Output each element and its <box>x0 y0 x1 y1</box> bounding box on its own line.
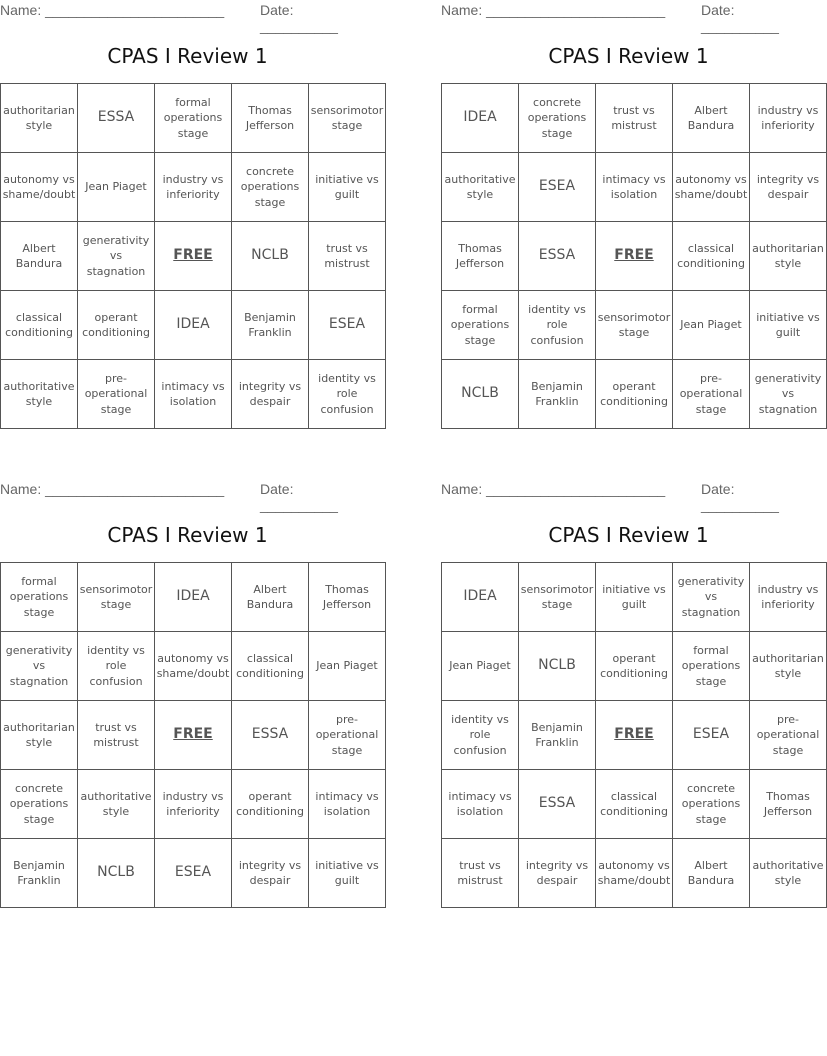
bingo-cell: authoritarian style <box>750 632 827 701</box>
bingo-row <box>1 701 386 770</box>
bingo-cell: Albert Bandura <box>673 839 750 908</box>
bingo-cell: operant conditioning <box>232 770 309 839</box>
bingo-card <box>441 479 824 887</box>
bingo-cell: Albert Bandura <box>1 222 78 291</box>
bingo-cell: industry vs inferiority <box>155 770 232 839</box>
card-header <box>0 479 375 513</box>
bingo-cell: intimacy vs isolation <box>155 360 232 429</box>
bingo-row <box>1 153 386 222</box>
bingo-cell: autonomy vs shame/doubt <box>596 839 673 908</box>
bingo-cell: intimacy vs isolation <box>596 153 673 222</box>
bingo-cell: initiative vs guilt <box>750 291 827 360</box>
bingo-cell: Thomas Jefferson <box>750 770 827 839</box>
bingo-cell: trust vs mistrust <box>309 222 386 291</box>
bingo-cell: generativity vs stagnation <box>78 222 155 291</box>
bingo-cell: identity vs role confusion <box>519 291 596 360</box>
bingo-cell: industry vs inferiority <box>155 153 232 222</box>
bingo-card <box>441 0 824 416</box>
bingo-cell: Thomas Jefferson <box>442 222 519 291</box>
bingo-row <box>1 839 386 908</box>
bingo-cell: sensorimotor stage <box>309 84 386 153</box>
bingo-cell: ESSA <box>519 222 596 291</box>
name-field-label: Name: _______________________ <box>0 2 225 18</box>
card-title: CPAS I Review 1 <box>548 523 709 547</box>
bingo-cell: initiative vs guilt <box>596 563 673 632</box>
bingo-cell: IDEA <box>442 84 519 153</box>
bingo-cell: Benjamin Franklin <box>232 291 309 360</box>
card-header <box>441 479 816 513</box>
name-field-label: Name: _______________________ <box>441 481 666 497</box>
bingo-row <box>1 360 386 429</box>
bingo-cell: Benjamin Franklin <box>1 839 78 908</box>
bingo-cell: intimacy vs isolation <box>442 770 519 839</box>
bingo-cell: sensorimotor stage <box>519 563 596 632</box>
bingo-cell: integrity vs despair <box>232 839 309 908</box>
card-title: CPAS I Review 1 <box>107 523 268 547</box>
bingo-cell: ESSA <box>519 770 596 839</box>
bingo-row <box>442 701 827 770</box>
date-field-label: Date: __________ <box>260 2 338 34</box>
bingo-cell: formal operations stage <box>442 291 519 360</box>
free-space-cell: FREE <box>596 701 673 770</box>
bingo-cell: Thomas Jefferson <box>309 563 386 632</box>
bingo-grid <box>0 83 386 429</box>
bingo-cell: authoritarian style <box>1 84 78 153</box>
bingo-cell: IDEA <box>155 563 232 632</box>
bingo-card <box>0 479 379 887</box>
bingo-row <box>1 84 386 153</box>
bingo-row <box>442 839 827 908</box>
bingo-cell: classical conditioning <box>596 770 673 839</box>
bingo-row <box>442 84 827 153</box>
bingo-cell: classical conditioning <box>673 222 750 291</box>
bingo-cell: formal operations stage <box>155 84 232 153</box>
bingo-cell: generativity vs stagnation <box>673 563 750 632</box>
bingo-cell: Benjamin Franklin <box>519 701 596 770</box>
bingo-cell: trust vs mistrust <box>442 839 519 908</box>
bingo-cell: classical conditioning <box>1 291 78 360</box>
bingo-cell: ESSA <box>232 701 309 770</box>
bingo-cell: classical conditioning <box>232 632 309 701</box>
bingo-cell: Albert Bandura <box>673 84 750 153</box>
bingo-cell: ESEA <box>519 153 596 222</box>
bingo-cell: NCLB <box>78 839 155 908</box>
bingo-cell: authoritarian style <box>1 701 78 770</box>
bingo-card <box>0 0 384 416</box>
bingo-cell: trust vs mistrust <box>78 701 155 770</box>
bingo-cell: Albert Bandura <box>232 563 309 632</box>
bingo-cell: sensorimotor stage <box>78 563 155 632</box>
bingo-cell: ESEA <box>309 291 386 360</box>
bingo-cell: concrete operations stage <box>673 770 750 839</box>
bingo-cell: Jean Piaget <box>78 153 155 222</box>
bingo-cell: authoritarian style <box>750 222 827 291</box>
bingo-row <box>1 770 386 839</box>
bingo-cell: generativity vs stagnation <box>1 632 78 701</box>
bingo-grid <box>441 83 827 429</box>
bingo-cell: concrete operations stage <box>519 84 596 153</box>
bingo-row <box>442 770 827 839</box>
bingo-cell: Benjamin Franklin <box>519 360 596 429</box>
free-space-cell: FREE <box>596 222 673 291</box>
bingo-cell: trust vs mistrust <box>596 84 673 153</box>
bingo-cell: IDEA <box>442 563 519 632</box>
bingo-cell: authoritative style <box>1 360 78 429</box>
card-title: CPAS I Review 1 <box>548 44 709 68</box>
bingo-cell: industry vs inferiority <box>750 563 827 632</box>
name-field-label: Name: _______________________ <box>441 2 666 18</box>
bingo-cell: autonomy vs shame/doubt <box>155 632 232 701</box>
bingo-grid <box>441 562 827 908</box>
bingo-cell: formal operations stage <box>1 563 78 632</box>
bingo-cell: pre-operational stage <box>309 701 386 770</box>
bingo-row <box>442 563 827 632</box>
bingo-cell: initiative vs guilt <box>309 153 386 222</box>
bingo-cell: pre-operational stage <box>673 360 750 429</box>
bingo-cell: pre-operational stage <box>78 360 155 429</box>
bingo-row <box>1 291 386 360</box>
card-title: CPAS I Review 1 <box>107 44 268 68</box>
bingo-cell: Thomas Jefferson <box>232 84 309 153</box>
bingo-cell: Jean Piaget <box>309 632 386 701</box>
date-field-label: Date: __________ <box>701 2 779 34</box>
bingo-cell: authoritative style <box>750 839 827 908</box>
bingo-cell: NCLB <box>519 632 596 701</box>
free-space-cell: FREE <box>155 701 232 770</box>
bingo-cell: autonomy vs shame/doubt <box>673 153 750 222</box>
bingo-cell: Jean Piaget <box>442 632 519 701</box>
bingo-cell: IDEA <box>155 291 232 360</box>
bingo-cell: integrity vs despair <box>232 360 309 429</box>
bingo-cell: pre-operational stage <box>750 701 827 770</box>
bingo-row <box>442 632 827 701</box>
bingo-cell: authoritative style <box>78 770 155 839</box>
date-field-label: Date: __________ <box>260 481 338 513</box>
bingo-cell: concrete operations stage <box>1 770 78 839</box>
bingo-row <box>442 360 827 429</box>
bingo-row <box>442 291 827 360</box>
bingo-cell: identity vs role confusion <box>442 701 519 770</box>
bingo-cell: identity vs role confusion <box>78 632 155 701</box>
bingo-cell: ESEA <box>673 701 750 770</box>
card-header <box>441 0 816 34</box>
bingo-cell: initiative vs guilt <box>309 839 386 908</box>
bingo-cell: NCLB <box>442 360 519 429</box>
bingo-grid <box>0 562 386 908</box>
bingo-cell: operant conditioning <box>596 360 673 429</box>
bingo-cell: NCLB <box>232 222 309 291</box>
bingo-cell: operant conditioning <box>78 291 155 360</box>
bingo-row <box>442 222 827 291</box>
bingo-cell: industry vs inferiority <box>750 84 827 153</box>
bingo-cell: sensorimotor stage <box>596 291 673 360</box>
bingo-cell: Jean Piaget <box>673 291 750 360</box>
bingo-row <box>1 632 386 701</box>
bingo-row <box>442 153 827 222</box>
bingo-cell: integrity vs despair <box>750 153 827 222</box>
bingo-cell: integrity vs despair <box>519 839 596 908</box>
bingo-cell: formal operations stage <box>673 632 750 701</box>
date-field-label: Date: __________ <box>701 481 779 513</box>
bingo-cell: intimacy vs isolation <box>309 770 386 839</box>
bingo-cell: ESSA <box>78 84 155 153</box>
bingo-cell: authoritative style <box>442 153 519 222</box>
free-space-cell: FREE <box>155 222 232 291</box>
bingo-cell: identity vs role confusion <box>309 360 386 429</box>
bingo-cell: autonomy vs shame/doubt <box>1 153 78 222</box>
bingo-cell: concrete operations stage <box>232 153 309 222</box>
bingo-cell: ESEA <box>155 839 232 908</box>
bingo-cell: operant conditioning <box>596 632 673 701</box>
bingo-cell: generativity vs stagnation <box>750 360 827 429</box>
bingo-row <box>1 222 386 291</box>
bingo-row <box>1 563 386 632</box>
card-header <box>0 0 375 34</box>
name-field-label: Name: _______________________ <box>0 481 225 497</box>
